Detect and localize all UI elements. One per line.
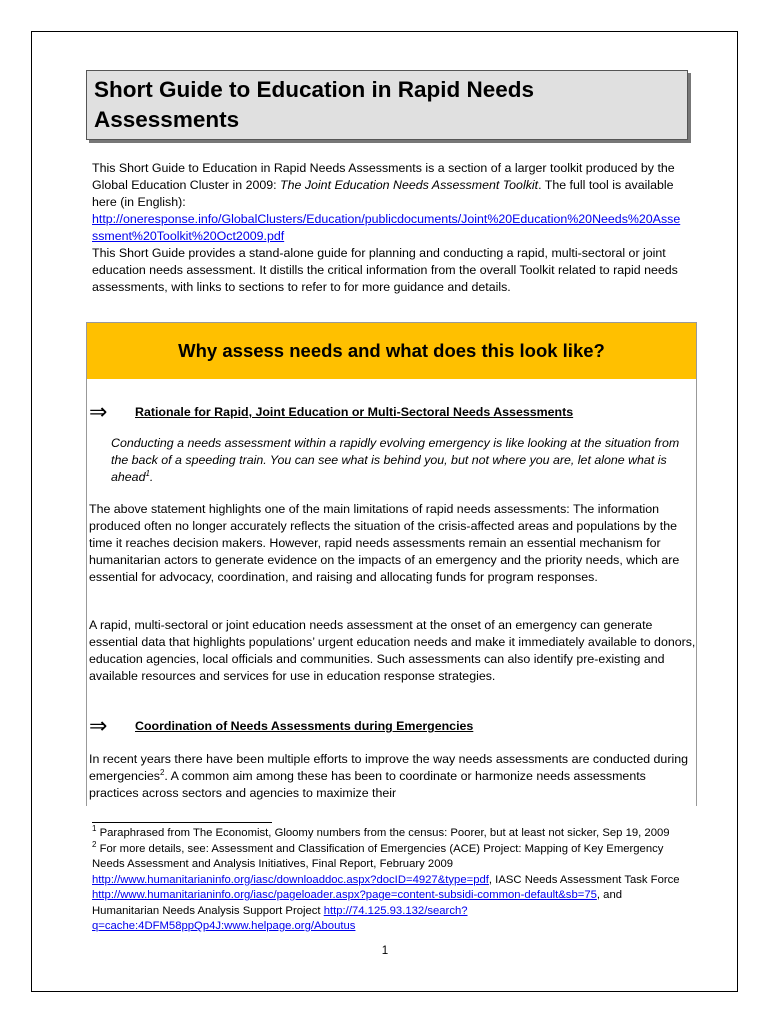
quote	[111, 435, 681, 486]
title-box	[86, 70, 688, 140]
paragraph-1: The above statement highlights one of the main limitations of rapid needs assessments: The information produced often no longer accurately reflects the situation of the crisis-affected areas and populations by the time it reaches decision makers. However, rapid needs assessments remain an essential mechanism for humanitarian actors to generate evidence on the impacts of an emergency and the priority needs, which are essential for advocacy, coordination, and raising and allocating funds for program responses.	[89, 502, 680, 584]
page-number: 1	[381, 945, 389, 957]
toolkit-title: The Joint Education Needs Assessment Toolkit	[280, 178, 539, 192]
paragraph-3-text-b: . A common aim among these has been to coordinate or harmonize needs assessments practices across sectors and agencies to maximize their	[89, 769, 646, 800]
subheading-coordination	[89, 713, 473, 739]
paragraph-3-text-a: In recent years there have been multiple efforts to improve the way needs assessments are conducted during emergencies	[89, 752, 688, 783]
page-title: Short Guide to Education in Rapid Needs Assessments	[94, 77, 535, 132]
footnote-2-number: 2	[92, 839, 97, 849]
footnote-2	[92, 839, 682, 935]
footnote-link-iasc[interactable]: http://www.humanitarianinfo.org/iasc/pageloader.aspx?page=content-subsidi-common-default&sb=75	[92, 889, 597, 901]
section-banner	[87, 323, 696, 379]
subheading-label: Rationale for Rapid, Joint Education or Multi-Sectoral Needs Assessments	[135, 405, 574, 419]
toolkit-link[interactable]: http://oneresponse.info/GlobalClusters/Education/publicdocuments/Joint%20Education%20Needs%20Assessment%20Toolkit%20Oct2009.pdf	[92, 212, 681, 243]
intro-paragraph-1	[92, 160, 682, 245]
subheading-label: Coordination of Needs Assessments during Emergencies	[135, 719, 474, 733]
intro	[92, 160, 682, 296]
arrow-icon: ⇒	[89, 713, 108, 738]
intro-text-b: . The full tool is available here (in English):	[92, 178, 674, 209]
footnote-link-ace[interactable]: http://www.humanitarianinfo.org/iasc/downloaddoc.aspx?docID=4927&type=pdf	[92, 873, 489, 886]
paragraph-2: A rapid, multi-sectoral or joint education needs assessment at the onset of an emergency can generate essential data that highlights populations’ urgent education needs and make it immediately available to donors, education agencies, local officials and communities. Such assessments can also identify pre-existing and available resources and services for use in education response strategies.	[89, 618, 696, 683]
subheading-rationale	[89, 399, 573, 425]
footnote-2-text-c: , and Humanitarian Needs Analysis Support Project	[92, 889, 623, 917]
footnote-ref-2[interactable]: 2	[159, 767, 165, 777]
footnote-link-helpage[interactable]: http://74.125.93.132/search?q=cache:4DFM58ppQp4J:www.helpage.org/Aboutus	[92, 904, 468, 932]
intro-paragraph-2: This Short Guide provides a stand-alone guide for planning and conducting a rapid, multi-sectoral or joint education needs assessment. It distills the critical information from the overall Toolkit related to rapid needs assessments, with links to sections to refer to for more guidance and details.	[92, 246, 678, 294]
footnote-1-number: 1	[92, 824, 97, 834]
quote-text: Conducting a needs assessment within a rapidly evolving emergency is like looking at the situation from the back of a speeding train. You can see what is behind you, but not where you are, let alone what is ahead	[111, 436, 680, 484]
intro-text-a: This Short Guide to Education in Rapid Needs Assessments is a section of a larger toolkit produced by the Global Education Cluster in 2009:	[92, 161, 675, 192]
paragraph-3	[87, 751, 697, 802]
footnote-rule	[92, 822, 272, 823]
footnote-2-text-a: For more details, see: Assessment and Classification of Emergencies (ACE) Project: Mapping of Key Emergency Needs Assessment and Analysis Initiatives, Final Report, February 2009	[92, 842, 664, 870]
footnote-2-text-b: , IASC Needs Assessment Task Force	[488, 873, 680, 886]
footnote-1	[92, 826, 682, 842]
quote-end: .	[149, 470, 154, 484]
footnote-ref-1[interactable]: 1	[145, 468, 150, 478]
footnotes	[92, 826, 682, 935]
section-box	[86, 322, 697, 806]
arrow-icon: ⇒	[89, 399, 108, 424]
section-heading: Why assess needs and what does this look like?	[178, 340, 605, 361]
footnote-1-text: Paraphrased from The Economist, Gloomy numbers from the census: Poorer, but at least not sicker, Sep 19, 2009	[96, 827, 670, 839]
